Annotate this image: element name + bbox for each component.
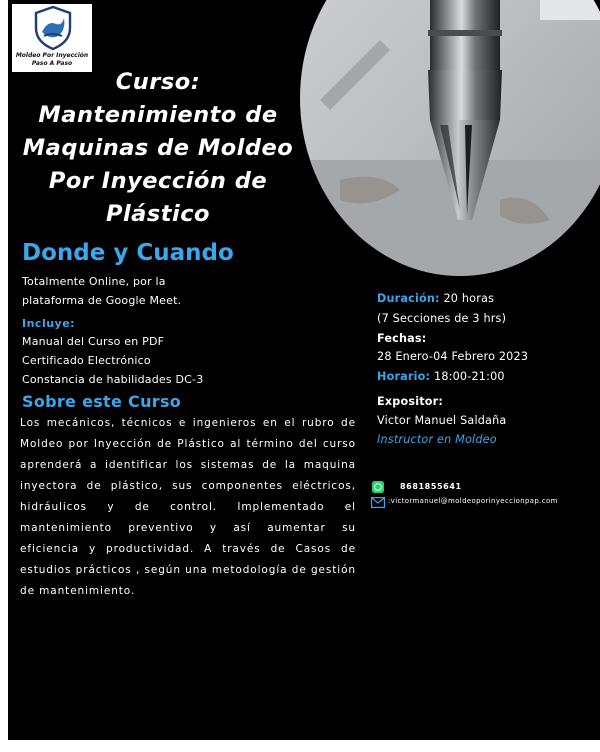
horario-row xyxy=(377,370,505,383)
title-line: Por Inyección de xyxy=(48,168,268,194)
course-title xyxy=(20,66,296,231)
duracion-label: Duración: xyxy=(377,292,440,305)
phone-number[interactable]: 8681855641 xyxy=(400,482,462,491)
horario-value: 18:00-21:00 xyxy=(434,370,505,383)
horario-label: Horario: xyxy=(377,370,431,383)
title-line: Plástico xyxy=(105,201,211,227)
email-address[interactable]: :victormanuel@moldeoporinyeccionpap.com xyxy=(388,497,558,505)
sobre-heading: Sobre este Curso xyxy=(22,392,182,411)
donde-line: plataforma de Google Meet. xyxy=(22,294,182,307)
title-line: Curso: xyxy=(115,69,201,95)
fechas-label: Fechas: xyxy=(377,332,427,345)
logo-text-line2: Paso A Paso xyxy=(31,60,73,67)
logo-text-line1: Moldeo Por Inyección xyxy=(15,52,89,59)
expositor-name: Victor Manuel Saldaña xyxy=(377,414,507,427)
duracion-detail: (7 Secciones de 3 hrs) xyxy=(377,312,507,325)
title-line: Mantenimiento de xyxy=(38,102,278,128)
incluye-item: Certificado Electrónico xyxy=(22,354,151,367)
expositor-label: Expositor: xyxy=(377,395,444,408)
donde-description xyxy=(22,272,181,310)
incluye-item: Constancia de habilidades DC-3 xyxy=(22,373,204,386)
duracion-row xyxy=(377,292,494,305)
mail-icon xyxy=(371,497,385,508)
whatsapp-icon xyxy=(372,481,384,493)
incluye-heading: Incluye: xyxy=(22,317,76,330)
incluye-list xyxy=(22,332,203,389)
course-description: Los mecánicos, técnicos e ingenieros en el rubro de Moldeo por Inyección de Plástico al término del curso aprenderá a identificar los sistemas de la maquina inyectora de plástico, sus componentes eléctricos, hidráulicos y de control. Implementado el mantenimiento preventivo y así aumentar su eficiencia y productividad. A través de Casos de estudios prácticos , según una metodología de gestión de mantenimiento. xyxy=(20,417,356,597)
duracion-value: 20 horas xyxy=(443,292,495,305)
expositor-role: Instructor en Moldeo xyxy=(377,433,497,446)
title-line: Maquinas de Moldeo xyxy=(22,135,294,161)
logo xyxy=(12,4,92,72)
donde-heading: Donde y Cuando xyxy=(22,240,234,266)
fechas-value: 28 Enero-04 Febrero 2023 xyxy=(377,350,529,363)
donde-line: Totalmente Online, por la xyxy=(22,275,166,288)
incluye-item: Manual del Curso en PDF xyxy=(22,335,165,348)
shield-logo-icon xyxy=(34,6,72,50)
